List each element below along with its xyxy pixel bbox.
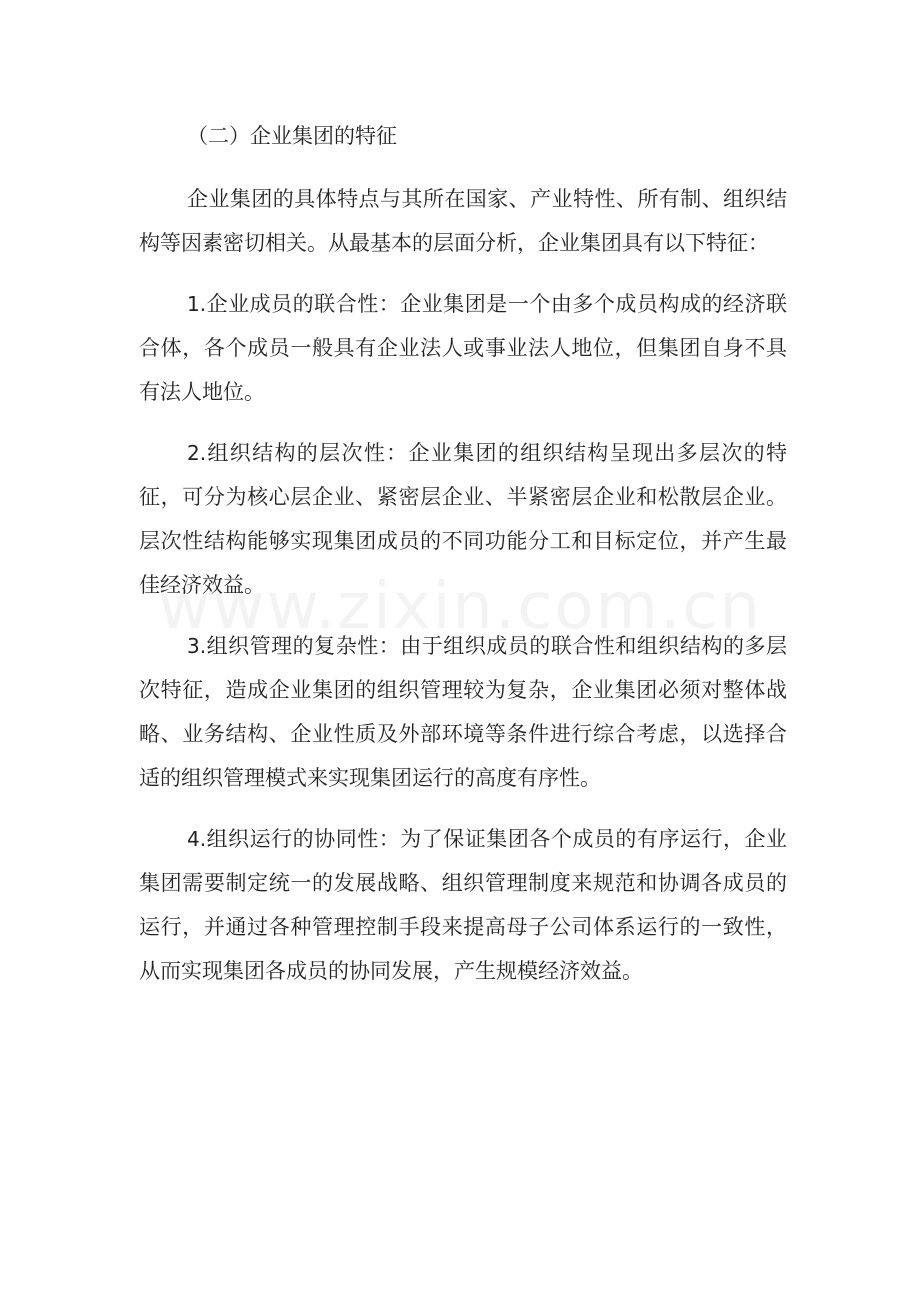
- document-body: [139, 112, 787, 993]
- feature-text: 企业成员的联合性：企业集团是一个由多个成员构成的经济联合体，各个成员一般具有企业法人或事业法人地位，但集团自身不具有法人地位。: [139, 292, 787, 404]
- feature-paragraph-2: [139, 431, 787, 607]
- feature-number: 3.: [187, 634, 207, 658]
- intro-paragraph: 企业集团的具体特点与其所在国家、产业特性、所有制、组织结构等因素密切相关。从最基本的层面分析，企业集团具有以下特征：: [139, 187, 787, 255]
- feature-paragraph-3: [139, 624, 787, 800]
- feature-number: 4.: [187, 827, 207, 851]
- feature-number: 2.: [187, 441, 207, 465]
- feature-text: 组织运行的协同性：为了保证集团各个成员的有序运行，企业集团需要制定统一的发展战略、组织管理制度来规范和协调各成员的运行，并通过各种管理控制手段来提高母子公司体系运行的一致性，从而实现集团各成员的协同发展，产生规模经济效益。: [139, 827, 787, 983]
- section-heading: （二）企业集团的特征: [187, 124, 397, 148]
- feature-paragraph-4: [139, 817, 787, 993]
- feature-text: 组织管理的复杂性：由于组织成员的联合性和组织结构的多层次特征，造成企业集团的组织管理较为复杂，企业集团必须对整体战略、业务结构、企业性质及外部环境等条件进行综合考虑，以选择合适的组织管理模式来实现集团运行的高度有序性。: [139, 634, 787, 790]
- feature-text: 组织结构的层次性：企业集团的组织结构呈现出多层次的特征，可分为核心层企业、紧密层企业、半紧密层企业和松散层企业。层次性结构能够实现集团成员的不同功能分工和目标定位，并产生最佳经济效益。: [139, 441, 787, 597]
- feature-paragraph-1: [139, 282, 787, 414]
- feature-number: 1.: [187, 292, 207, 316]
